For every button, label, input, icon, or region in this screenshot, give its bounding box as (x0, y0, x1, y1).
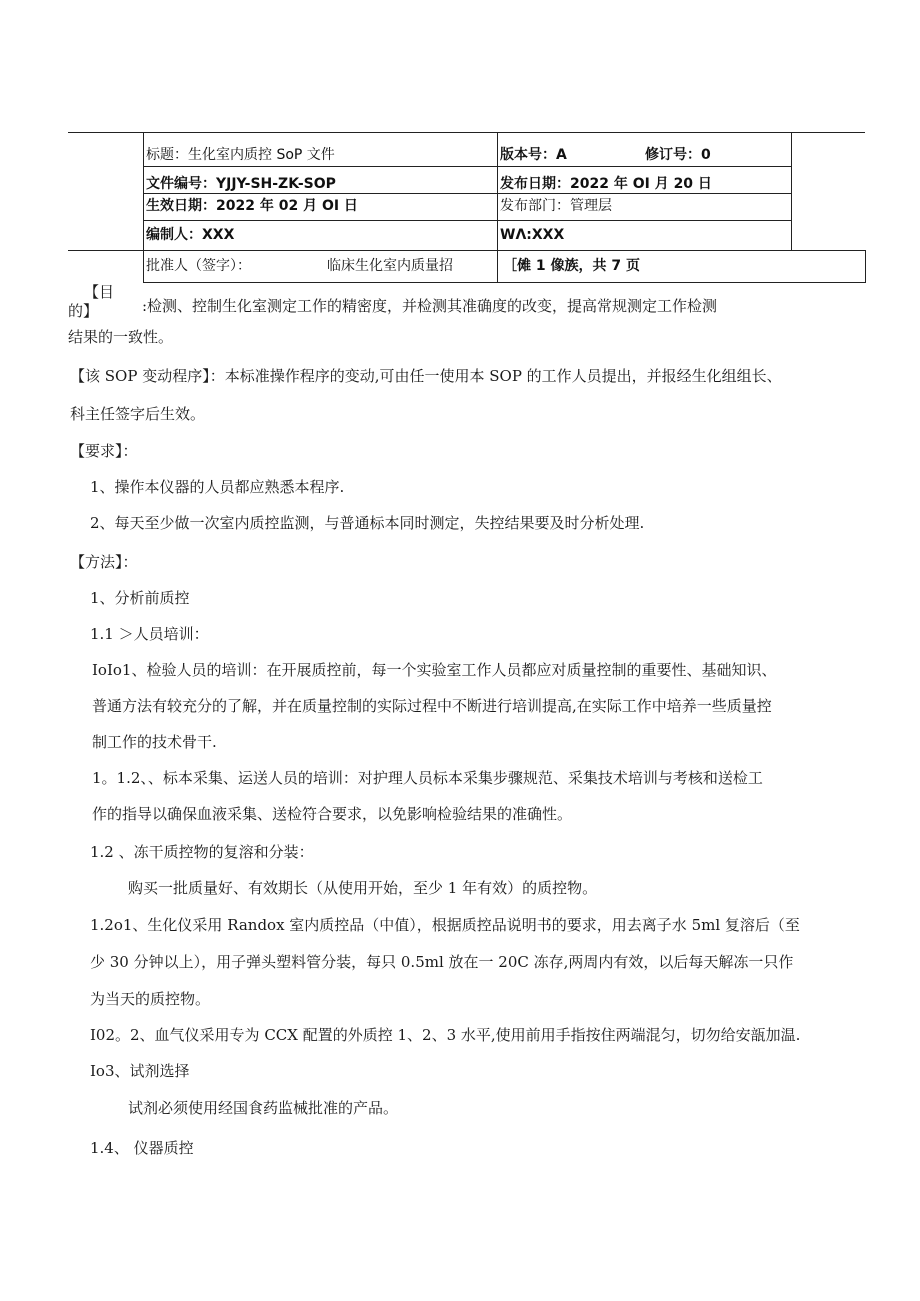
subsection-heading: 1.2 、冻干质控物的复溶和分装： (90, 843, 314, 861)
paragraph-cont: 作的指导以确保血液采集、送检符合要求，以免影响检验结果的准确性。 (92, 805, 573, 823)
purpose-text: :检测、控制生化室测定工作的精密度，并检测其准确度的改变，提高常规测定工作检测 (142, 297, 718, 315)
paragraph-cont: 少 30 分钟以上），用子弹头塑料管分装，每只 0.5ml 放在一 20C 冻存,两周内有效，以后每天解冻一只作 (90, 953, 794, 971)
purpose-text-cont: 结果的一致性。 (68, 328, 174, 346)
page-info: ［傩 1 像族，共 7 页 (503, 258, 640, 274)
table-column-divider (497, 132, 498, 283)
table-right-border (865, 250, 866, 283)
table-column-divider (791, 132, 792, 251)
paragraph: 试剂必须使用经国食药监械批准的产品。 (128, 1099, 399, 1117)
purpose-mark-bottom: 的】 (68, 302, 99, 320)
paragraph-cont: 为当天的质控物。 (90, 990, 211, 1008)
requirement-item: 2、每天至少做一次室内质控监测，与普通标本同时测定，失控结果要及时分析处理. (90, 514, 645, 532)
issue-date: 发布日期：2022 年 OI 月 20 日 (500, 176, 712, 192)
subsection-heading: 1.4、 仪器质控 (90, 1139, 194, 1157)
doc-title: 标题：生化室内质控 SoP 文件 (146, 147, 335, 163)
table-left-border (143, 132, 144, 283)
table-top-border (68, 132, 865, 133)
doc-number: 文件编号：YJJY-SH-ZK-SOP (146, 176, 336, 192)
paragraph: 1。1.2、、标本采集、运送人员的培训：对护理人员标本采集步骤规范、采集技术培训与考核和送检工 (92, 769, 763, 787)
methods-heading: 【方法】： (70, 553, 138, 571)
paragraph: 1.2o1、生化仪采用 Randox 室内质控品（中值），根据质控品说明书的要求，用去离子水 5ml 复溶后（至 (90, 916, 800, 934)
sop-change-text-cont: 科主任签字后生效。 (70, 405, 206, 423)
table-bottom-border (143, 282, 865, 283)
reviewer: WΛ:XXX (500, 227, 565, 243)
document-header-table (0, 0, 920, 290)
version-number: 版本号：A (500, 147, 567, 163)
table-row-divider (143, 220, 791, 221)
revision-number: 修订号：0 (645, 147, 711, 163)
effective-date: 生效日期：2022 年 02 月 OI 日 (146, 198, 358, 214)
requirement-item: 1、操作本仪器的人员都应熟悉本程序. (90, 478, 345, 496)
paragraph: 购买一批质量好、有效期长（从使用开始，至少 1 年有效）的质控物。 (128, 879, 598, 897)
table-row-divider (68, 250, 865, 251)
paragraph: IoIo1、检验人员的培训：在开展质控前，每一个实验室工作人员都应对质量控制的重要性、基础知识、 (92, 661, 777, 679)
subsection-heading: 1.1 ＞人员培训： (90, 625, 209, 643)
purpose-mark-top: 【目 (84, 283, 115, 301)
table-row-divider (143, 166, 791, 167)
section-heading: 1、分析前质控 (90, 589, 190, 607)
paragraph: I02。2、血气仪采用专为 CCX 配置的外质控 1、2、3 水平,使用前用手指按住两端混匀，切勿给安瓿加温. (90, 1026, 801, 1044)
approver-signature: 批准人（签字）： (146, 258, 251, 274)
paragraph-cont: 制工作的技术骨干. (92, 733, 217, 751)
table-row-divider (143, 193, 791, 194)
issuing-department: 发布部门：管理层 (500, 198, 612, 214)
author: 编制人：XXX (146, 227, 235, 243)
sop-change-text: 【该 SOP 变动程序】：本标准操作程序的变动,可由任一使用本 SOP 的工作人员提出，并报经生化组组长、 (70, 367, 782, 385)
paragraph-cont: 普通方法有较充分的了解，并在质量控制的实际过程中不断进行培训提高,在实际工作中培养一些质量控 (92, 697, 772, 715)
requirements-heading: 【要求】： (70, 442, 138, 460)
subsection-heading: Io3、试剂选择 (90, 1062, 190, 1080)
doc-name: 临床生化室内质量招 (327, 258, 453, 274)
